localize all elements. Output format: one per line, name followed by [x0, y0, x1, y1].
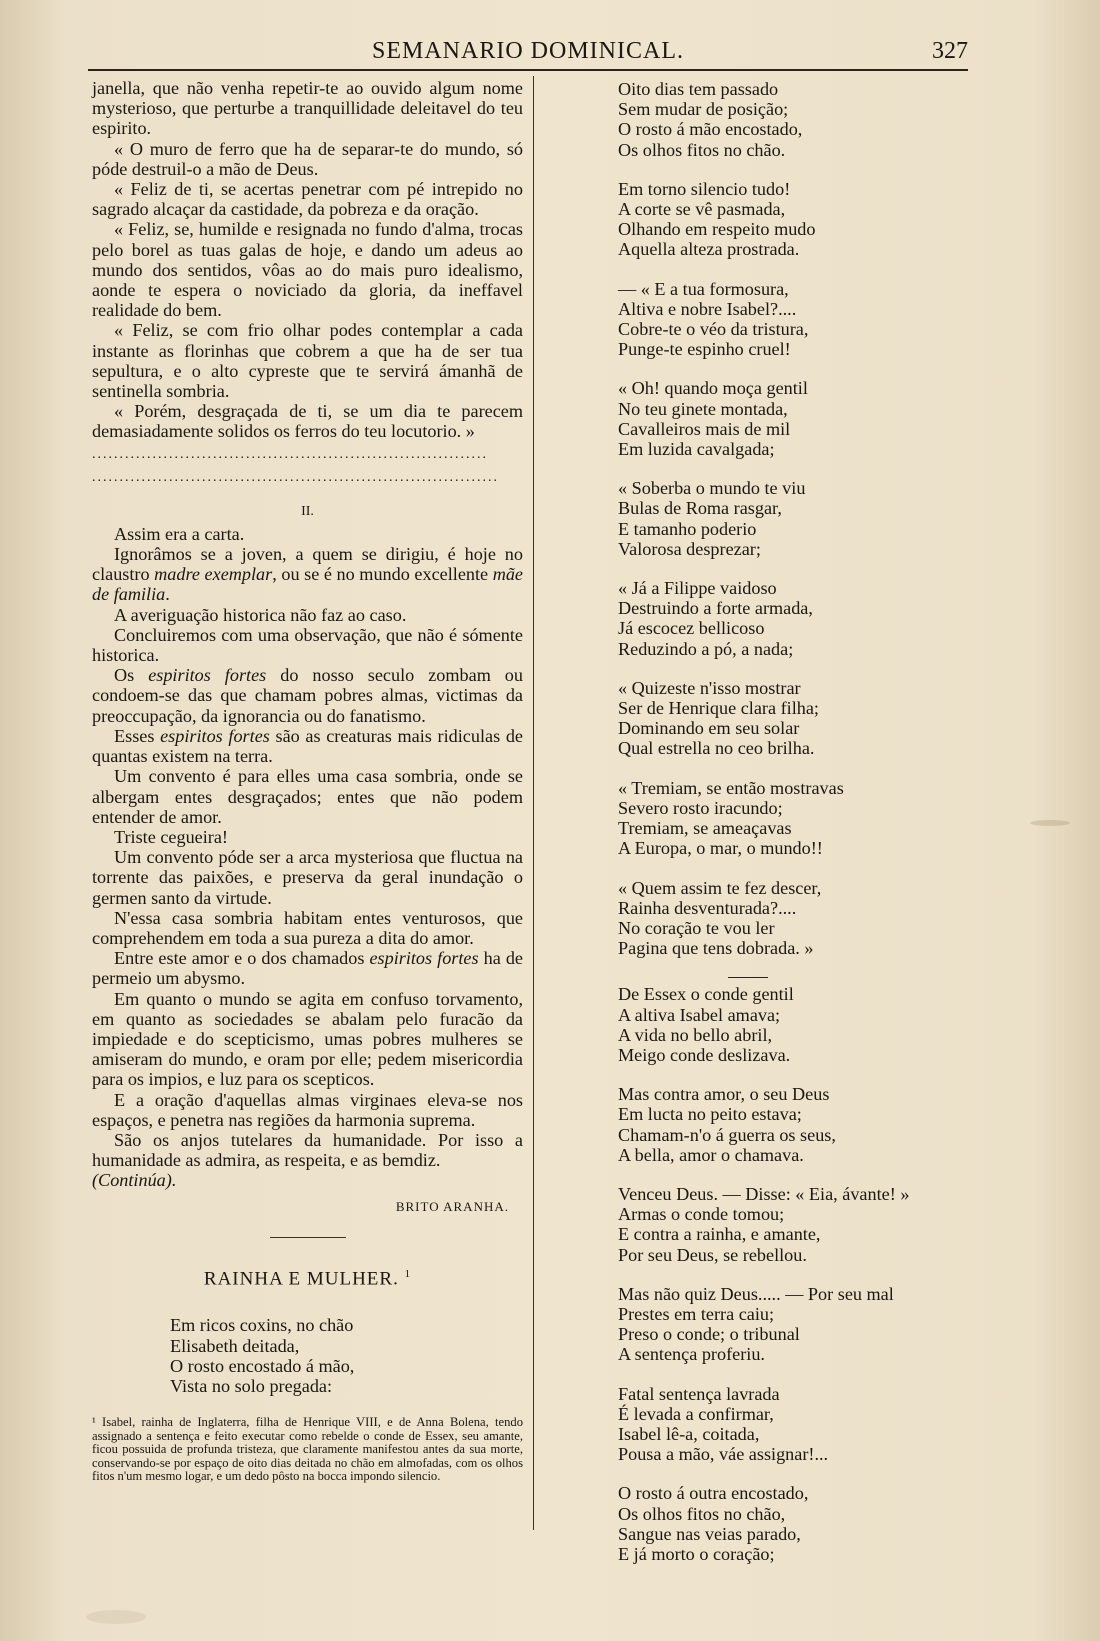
right-column — [618, 79, 998, 1583]
poem-stanzas — [618, 79, 998, 958]
verse-line: Olhando em respeito mudo — [618, 219, 816, 240]
verse-line: « Soberba o mundo te viu — [618, 478, 806, 499]
paragraph: Esses espiritos fortes são as creaturas mais ridiculas de quantas existem na terra. — [92, 725, 523, 767]
verse-line: Sangue nas veias parado, — [618, 1523, 801, 1544]
stanza — [618, 1384, 998, 1465]
verse-line: No coração te vou ler — [618, 917, 775, 938]
author-signature: BRITO ARANHA. — [395, 1198, 509, 1214]
verse-line: Já escocez bellicoso — [618, 618, 765, 639]
paper-stain — [86, 1610, 146, 1624]
letter-continuation — [92, 78, 523, 442]
verse-line: Pagina que tens dobrada. » — [618, 938, 814, 959]
paragraph: « Porém, desgraçada de ti, se um dia te parecem demasiadamente solidos os ferros do teu locutorio. » — [92, 401, 523, 442]
footnote: ¹ Isabel, rainha de Inglaterra, filha de Henrique VIII, e de Anna Bolena, tendo assignado a sentença e feito executar como rebelde o conde de Essex, seu amante, ficou possuida de profunda tristeza, que claramente manifestou antes da sua morte, conservando-se por espaço de oito dias deitada no chão em almofadas, com os olhos fitos n'um mesmo logar, e um dedo pôsto na bocca impondo silencio. — [92, 1415, 523, 1484]
verse-line: Preso o conde; o tribunal — [618, 1324, 800, 1345]
stanza — [618, 279, 998, 360]
publication-title: SEMANARIO DOMINICAL. — [372, 38, 684, 64]
page-header — [88, 38, 968, 72]
stanza — [618, 984, 998, 1065]
verse-line: A sentença proferiu. — [618, 1344, 765, 1365]
paper-stain — [1030, 820, 1070, 826]
verse-line: Em luzida cavalgada; — [618, 439, 775, 460]
verse-line: Mas contra amor, o seu Deus — [618, 1084, 830, 1105]
verse-line: « Quizeste n'isso mostrar — [618, 677, 801, 698]
verse-line: E tamanho poderio — [618, 518, 757, 539]
paragraph: « Feliz, se, humilde e resignada no fundo d'alma, trocas pelo borel as tuas galas de hoje, e dando um adeus ao mundo dos sentidos, vôas ao do mais puro idealismo, aonde te espera o noviciado da gloria, da ineffavel realidade do bem. — [92, 219, 523, 321]
paragraph: « Feliz de ti, se acertas penetrar com pé intrepido no sagrado alcaçar da castidade, da pobreza e da oração. — [92, 179, 523, 220]
paragraph: « O muro de ferro que ha de separar-te do mundo, só póde destruil-o a mão de Deus. — [92, 138, 523, 179]
stanza — [618, 878, 998, 959]
paragraph: N'essa casa sombria habitam entes venturosos, que comprehendem em toda a sua pureza a dita do amor. — [92, 907, 523, 948]
paragraph: Em quanto o mundo se agita em confuso torvamento, em quanto as sociedades se abalam pelo furacão da impiedade e do scepticismo, umas pobres mulheres se amiseram do mundo, e oram por elle; pedem misericordia para os impios, e luz para os scepticos. — [92, 988, 523, 1090]
verse-line: Prestes em terra caiu; — [618, 1303, 775, 1324]
stanza — [618, 678, 998, 759]
stanza — [618, 778, 998, 859]
stanza — [618, 179, 998, 260]
verse-line: « Tremiam, se então mostravas — [618, 777, 844, 798]
stanza — [618, 1483, 998, 1564]
verse-line: Venceu Deus. — Disse: « Eia, ávante! » — [618, 1183, 910, 1204]
verse-line: Valorosa desprezar; — [618, 538, 761, 559]
verse-line: Chamam-n'o á guerra os seus, — [618, 1124, 836, 1145]
stanza — [618, 1184, 998, 1265]
verse-line: Em ricos coxins, no chão — [170, 1315, 354, 1336]
paragraph: Assim era a carta. — [114, 523, 245, 544]
section-number: II. — [301, 503, 314, 519]
verse-line: Fatal sentença lavrada — [618, 1383, 780, 1404]
verse-line: Aquella alteza prostrada. — [618, 239, 800, 260]
stanza — [618, 378, 998, 459]
verse-line: Dominando em seu solar — [618, 718, 800, 739]
verse-line: Tremiam, se ameaçavas — [618, 818, 792, 839]
verse-line: É levada a confirmar, — [618, 1403, 774, 1424]
verse-line: E já morto o coração; — [618, 1543, 775, 1564]
verse-line: Cavalleiros mais de mil — [618, 418, 791, 439]
verse-line: Oito dias tem passado — [618, 79, 779, 99]
left-column — [92, 78, 523, 1484]
page-number: 327 — [932, 38, 968, 64]
verse-line: Reduzindo a pó, a nada; — [618, 638, 794, 659]
column-divider — [533, 76, 534, 1530]
verse-line: Vista no solo pregada: — [170, 1375, 333, 1396]
verse-line: Armas o conde tomou; — [618, 1204, 785, 1225]
verse-line: Rainha desventurada?.... — [618, 897, 797, 918]
paragraph: Um convento é para elles uma casa sombria, onde se albergam entes desgraçados; entes que não podem entender de amor. — [92, 766, 523, 827]
verse-line: O rosto á mão encostado, — [618, 119, 803, 140]
footnote-marker: 1 — [404, 1267, 412, 1280]
verse-line: No teu ginete montada, — [618, 398, 788, 419]
paragraph: « Feliz, se com frio olhar podes contemplar a cada instante as florinhas que cobrem a que ha de ser tua sepultura, e o alto cypreste que te servirá ámanhã de sentinella sombria. — [92, 320, 523, 402]
verse-line: A Europa, o mar, o mundo!! — [618, 838, 823, 859]
verse-line: — « E a tua formosura, — [618, 278, 789, 299]
stanza — [618, 79, 998, 160]
stanza — [618, 1084, 998, 1165]
verse-line: Bulas de Roma rasgar, — [618, 498, 782, 519]
verse-line: Punge-te espinho cruel! — [618, 339, 791, 360]
paragraph: janella, que não venha repetir-te ao ouvido algum nome mysterioso, que perturbe a tranquillidade deleitavel do teu espirito. — [92, 78, 523, 139]
verse-line: Os olhos fitos no chão, — [618, 1503, 786, 1524]
ellipsis-row: .......................................................................... — [92, 469, 499, 485]
paragraph: Concluiremos com uma observação, que não é sómente historica. — [92, 624, 523, 666]
verse-line: « Oh! quando moça gentil — [618, 378, 808, 399]
verse-line: A altiva Isabel amava; — [618, 1004, 781, 1025]
verse-line: A bella, amor o chamava. — [618, 1144, 804, 1165]
verse-line: Isabel lê-a, coitada, — [618, 1423, 760, 1444]
verse-line: Severo rosto iracundo; — [618, 797, 783, 818]
verse-line: Destruindo a forte armada, — [618, 598, 813, 619]
stanza — [618, 578, 998, 659]
poem-stanzas — [618, 984, 998, 1564]
poem-opening-stanza — [170, 1315, 523, 1396]
paragraph: Um convento póde ser a arca mysteriosa que fluctua na torrente das paixões, e preserva da geral inundação o germen santo da virtude. — [92, 847, 523, 908]
poem-title: RAINHA E MULHER. $^1$ — [203, 1267, 412, 1290]
verse-line: Sem mudar de posição; — [618, 99, 789, 120]
verse-line: Por seu Deus, se rebellou. — [618, 1244, 807, 1265]
verse-line: O rosto encostado á mão, — [170, 1355, 355, 1376]
verse-line: E contra a rainha, e amante, — [618, 1224, 821, 1245]
verse-divider — [728, 977, 768, 978]
verse-line: Os olhos fitos no chão. — [618, 139, 786, 160]
verse-line: « Já a Filippe vaidoso — [618, 578, 777, 599]
ellipsis-row: ........................................................................ — [92, 446, 488, 462]
continued-note: (Continúa). — [92, 1170, 177, 1191]
verse-line: Em lucta no peito estava; — [618, 1104, 802, 1125]
verse-line: Meigo conde deslizava. — [618, 1044, 791, 1065]
paragraph: E a oração d'aquellas almas virginaes eleva-se nos espaços, e penetra nas regiões da harmonia suprema. — [92, 1089, 523, 1130]
verse-line: Pousa a mão, váe assignar!... — [618, 1444, 829, 1465]
verse-line: O rosto á outra encostado, — [618, 1483, 809, 1504]
header-rule — [88, 69, 968, 71]
verse-line: Qual estrella no ceo brilha. — [618, 738, 815, 759]
paragraph: Ignorâmos se a joven, a quem se dirigiu, é hoje no claustro madre exemplar, ou se é no mundo excellente mãe de familia. — [92, 544, 524, 605]
verse-line: Em torno silencio tudo! — [618, 178, 791, 199]
paragraph: Os espiritos fortes do nosso seculo zombam ou condoem-se das que chamam pobres almas, victimas da preoccupação, da ignorancia ou do fanatismo. — [92, 665, 523, 726]
stanza — [618, 478, 998, 559]
article-body — [92, 766, 523, 948]
verse-line: A vida no bello abril, — [618, 1024, 773, 1045]
verse-line: De Essex o conde gentil — [618, 984, 794, 1005]
verse-line: « Quem assim te fez descer, — [618, 877, 822, 898]
verse-line: A corte se vê pasmada, — [618, 199, 786, 220]
paragraph: Entre este amor e o dos chamados espiritos fortes ha de permeio um abysmo. — [92, 948, 523, 989]
paragraph: Triste cegueira! — [114, 826, 228, 847]
verse-line: Cobre-te o véo da tristura, — [618, 319, 809, 340]
stanza — [618, 1284, 998, 1365]
verse-line: Mas não quiz Deus..... — Por seu mal — [618, 1283, 894, 1304]
paragraph: A averiguação historica não faz ao caso. — [114, 604, 407, 625]
article-body — [92, 989, 523, 1171]
verse-line: Elisabeth deitada, — [170, 1335, 300, 1356]
verse-line: Altiva e nobre Isabel?.... — [618, 298, 797, 319]
paragraph: São os anjos tutelares da humanidade. Por isso a humanidade as admira, as respeita, e as bemdiz. — [92, 1129, 523, 1171]
section-rule — [270, 1237, 346, 1238]
verse-line: Ser de Henrique clara filha; — [618, 698, 819, 719]
